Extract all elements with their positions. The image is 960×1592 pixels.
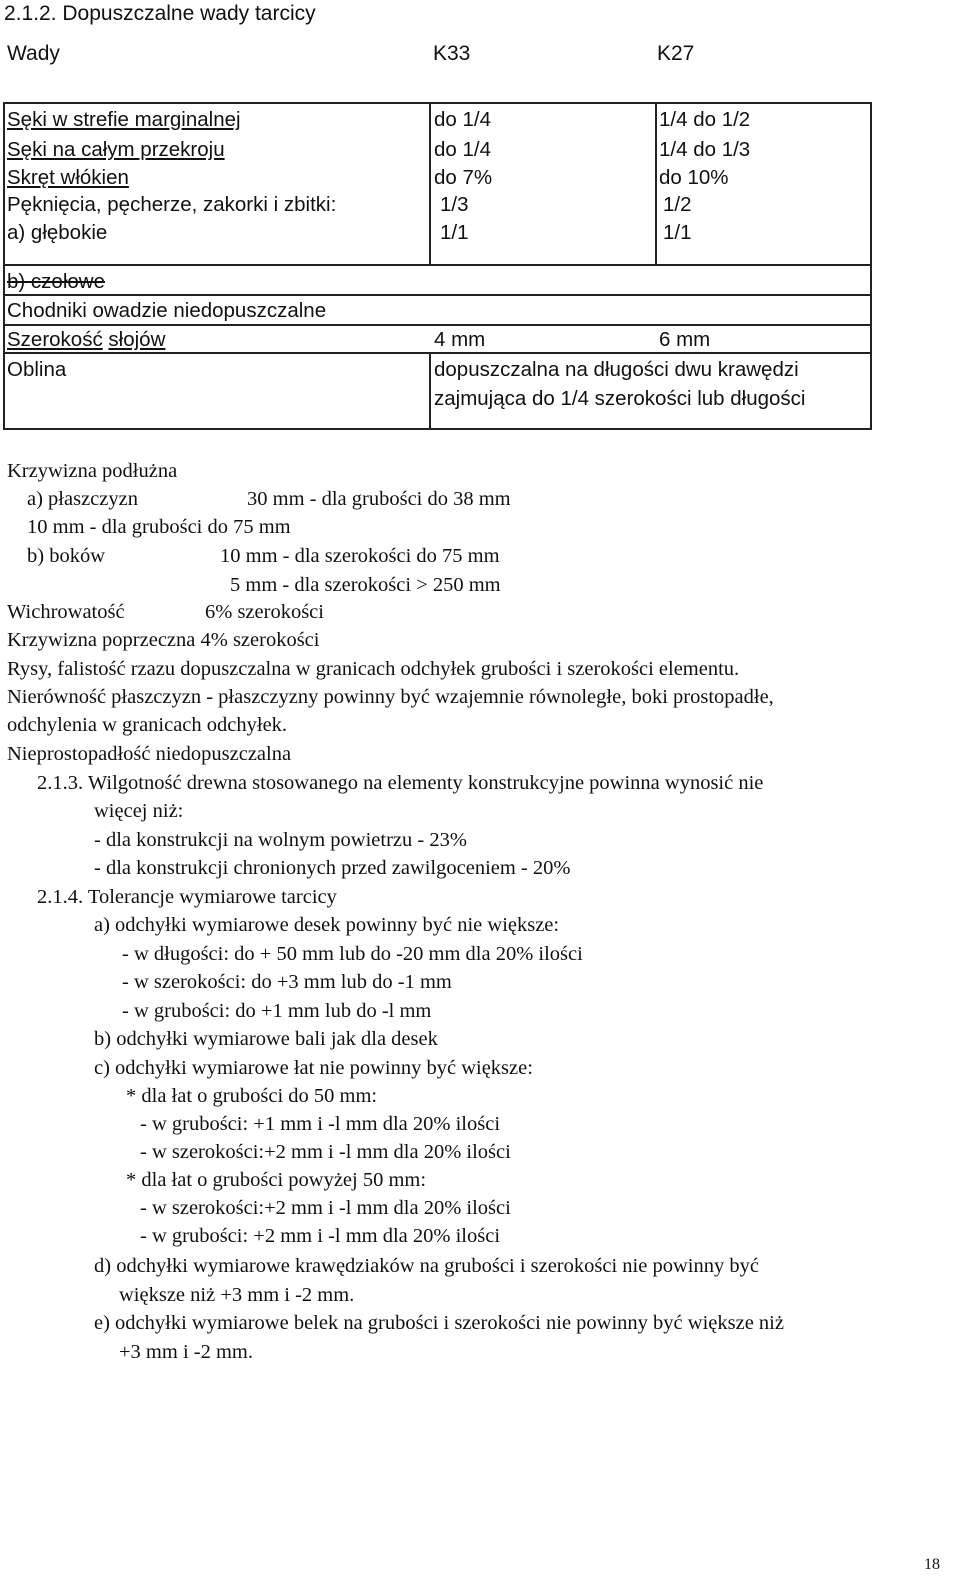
section-213-text: więcej niż: <box>94 800 184 822</box>
nieprostopadlosc-text: Nieprostopadłość niedopuszczalna <box>7 743 292 765</box>
table-row-label: b) czołowe <box>7 270 105 293</box>
krzywizna-b-label: b) boków <box>27 545 106 567</box>
wichrowatosc-label: Wichrowatość <box>7 601 125 623</box>
table-cell-value: zajmująca do 1/4 szerokości lub długości <box>434 387 806 410</box>
section-213-text: 2.1.3. Wilgotność drewna stosowanego na elementy konstrukcyjne powinna wynosić nie <box>37 772 764 794</box>
krzywizna-a-value: 30 mm - dla grubości do 38 mm <box>247 488 511 510</box>
page-number: 18 <box>924 1556 940 1573</box>
krzywizna-a-label: a) płaszczyzn <box>27 488 138 510</box>
table-cell-k27: do 10% <box>659 166 729 189</box>
label-part: słojów <box>108 328 166 351</box>
table-row-label: a) głębokie <box>7 221 108 244</box>
section-214-subitem: - w grubości: +2 mm i -l mm dla 20% ilości <box>140 1225 501 1247</box>
table-cell-value: dopuszczalna na długości dwu krawędzi <box>434 358 799 381</box>
section-214-subitem: - w szerokości: do +3 mm lub do -1 mm <box>122 971 452 993</box>
section-214-subitem: - w grubości: do +1 mm lub do -l mm <box>122 1000 432 1022</box>
table-cell-k33: do 7% <box>434 166 493 189</box>
column-divider <box>429 354 431 428</box>
section-214-item: e) odchyłki wymiarowe belek na grubości i szerokości nie powinny być większe niż <box>94 1312 784 1334</box>
column-divider <box>655 104 657 264</box>
table-row-czolowe <box>3 264 872 296</box>
section-214-item: +3 mm i -2 mm. <box>119 1341 253 1363</box>
table-cell-k33: do 1/4 <box>434 108 491 131</box>
krzywizna-b-value: 10 mm - dla szerokości do 75 mm <box>220 545 500 567</box>
section-214-subitem: * dla łat o grubości powyżej 50 mm: <box>126 1169 427 1191</box>
table-cell-k27: 1/4 do 1/2 <box>659 108 751 131</box>
wichrowatosc-value: 6% szerokości <box>205 601 324 623</box>
table-cell-k33: 1/1 <box>440 221 469 244</box>
table-cell-k33: do 1/4 <box>434 138 491 161</box>
table-cell-k27: 1/4 do 1/3 <box>659 138 751 161</box>
table-row-label: Sęki na całym przekroju <box>7 138 225 161</box>
table-row-label: Sęki w strefie marginalnej <box>7 108 241 131</box>
krzywizna-poprzeczna: Krzywizna poprzeczna 4% szerokości <box>7 629 320 651</box>
section-213-text: - dla konstrukcji na wolnym powietrzu - 23% <box>94 829 467 851</box>
column-header-k27: K27 <box>657 42 695 65</box>
section-214-subitem: * dla łat o grubości do 50 mm: <box>126 1085 378 1107</box>
table-cell-k27: 1/1 <box>663 221 692 244</box>
section-heading: 2.1.2. Dopuszczalne wady tarcicy <box>4 2 316 25</box>
section-214-subitem: - w szerokości:+2 mm i -l mm dla 20% ilości <box>140 1197 511 1219</box>
nierownosc-text: odchylenia w granicach odchyłek. <box>7 714 288 736</box>
section-214-subitem: - w grubości: +1 mm i -l mm dla 20% ilości <box>140 1113 501 1135</box>
section-214-subitem: - w długości: do + 50 mm lub do -20 mm dla 20% ilości <box>122 943 583 965</box>
section-213-text: - dla konstrukcji chronionych przed zawilgoceniem - 20% <box>94 857 571 879</box>
table-row-label: Chodniki owadzie niedopuszczalne <box>7 299 327 322</box>
section-214-item: c) odchyłki wymiarowe łat nie powinny być większe: <box>94 1057 533 1079</box>
column-header-wady: Wady <box>7 42 60 65</box>
rysy-text: Rysy, falistość rzazu dopuszczalna w granicach odchyłek grubości i szerokości elementu. <box>7 658 740 680</box>
section-214-item: a) odchyłki wymiarowe desek powinny być nie większe: <box>94 914 560 936</box>
column-header-k33: K33 <box>433 42 471 65</box>
table-cell-k33: 1/3 <box>440 193 469 216</box>
section-214-item: b) odchyłki wymiarowe bali jak dla desek <box>94 1028 438 1050</box>
krzywizna-a-value: 10 mm - dla grubości do 75 mm <box>27 516 291 538</box>
section-214-subitem: - w szerokości:+2 mm i -l mm dla 20% ilości <box>140 1141 511 1163</box>
nierownosc-text: Nierówność płaszczyzn - płaszczyzny powinny być wzajemnie równoległe, boki prostopadłe, <box>7 686 774 708</box>
table-row-label <box>7 328 165 352</box>
krzywizna-b-value: 5 mm - dla szerokości > 250 mm <box>230 574 501 596</box>
krzywizna-title: Krzywizna podłużna <box>7 460 178 482</box>
table-row-label: Oblina <box>7 358 67 381</box>
table-row-label: Skręt włókien <box>7 166 129 189</box>
label-part: Szerokość <box>7 328 103 351</box>
table-cell-k27: 1/2 <box>663 193 692 216</box>
section-214-item: większe niż +3 mm i -2 mm. <box>119 1284 355 1306</box>
table-row-label: Pęknięcia, pęcherze, zakorki i zbitki: <box>7 193 337 216</box>
section-214-title: 2.1.4. Tolerancje wymiarowe tarcicy <box>37 886 337 908</box>
section-214-item: d) odchyłki wymiarowe krawędziaków na grubości i szerokości nie powinny być <box>94 1255 759 1277</box>
column-divider <box>429 104 431 264</box>
table-cell-k27: 6 mm <box>659 328 711 351</box>
table-cell-k33: 4 mm <box>434 328 486 351</box>
